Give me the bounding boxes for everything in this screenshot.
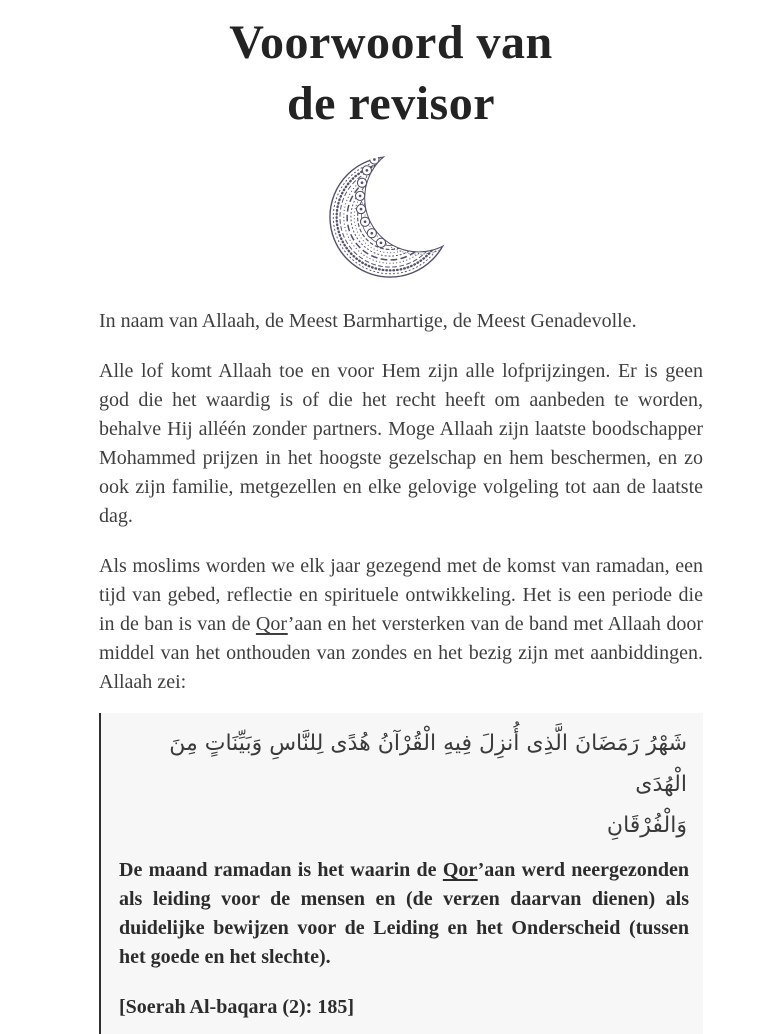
page-title bbox=[0, 12, 782, 135]
crescent-moon-illustration bbox=[0, 151, 782, 287]
paragraph-praise: Alle lof komt Allaah toe en voor Hem zijn alle lofprijzingen. Er is geen god die het waardig is of die het recht heeft om aanbeden te worden, behalve Hij alléén zonder partners. Moge Allaah zijn laatste boodschapper Mohammed prijzen in het hoogste gezelschap en hem beschermen, en zo ook zijn familie, metgezellen en elke gelovige volgeling tot aan de laatste dag. bbox=[99, 359, 703, 527]
paragraph-bismillah: In naam van Allaah, de Meest Barmhartige, de Meest Genadevolle. bbox=[99, 309, 637, 332]
page-title-line2: de revisor bbox=[286, 77, 496, 131]
document-page bbox=[0, 12, 782, 1018]
paragraph-ramadan bbox=[99, 552, 703, 697]
arabic-verse bbox=[119, 723, 687, 846]
crescent-moon-icon bbox=[329, 151, 453, 283]
arabic-verse-line1: شَهْرُ رَمَضَانَ الَّذِى أُنزِلَ فِيهِ الْقُرْآنُ هُدًى لِلنَّاسِ وَبَيِّنَاتٍ مِنَ الْهُدَى bbox=[169, 730, 687, 797]
verse-translation-seg1: De maand ramadan is het waarin de bbox=[119, 858, 443, 881]
paragraph-ramadan-seg2: ’aan en het versterken van de band met Allaah door middel van het onthouden van zondes en het bezig zijn met aanbiddingen. Allaah zei: bbox=[99, 612, 704, 693]
body-text bbox=[99, 307, 703, 1034]
verse-citation: [Soerah Al-baqara (2): 185] bbox=[119, 995, 354, 1018]
verse-translation bbox=[119, 856, 689, 972]
verse-translation-seg2: ’aan werd neergezonden als leiding voor de mensen en (de verzen daarvan dienen) als duidelijke bewijzen voor de Leiding en het Onderscheid (tussen het goede en het slechte). bbox=[119, 858, 689, 968]
arabic-verse-line2: وَالْفُرْقَانِ bbox=[606, 812, 687, 838]
paragraph-ramadan-seg1: Als moslims worden we elk jaar gezegend met de komst van ramadan, een tijd van gebed, reflectie en spirituele ontwikkeling. Het is een periode die in de ban is van de bbox=[99, 554, 703, 635]
page-title-line1: Voorwoord van bbox=[229, 16, 553, 69]
paragraph-ramadan-underlined: Qor bbox=[255, 612, 288, 635]
verse-translation-underlined: Qor bbox=[442, 858, 478, 881]
quran-quote-block bbox=[99, 713, 703, 1034]
